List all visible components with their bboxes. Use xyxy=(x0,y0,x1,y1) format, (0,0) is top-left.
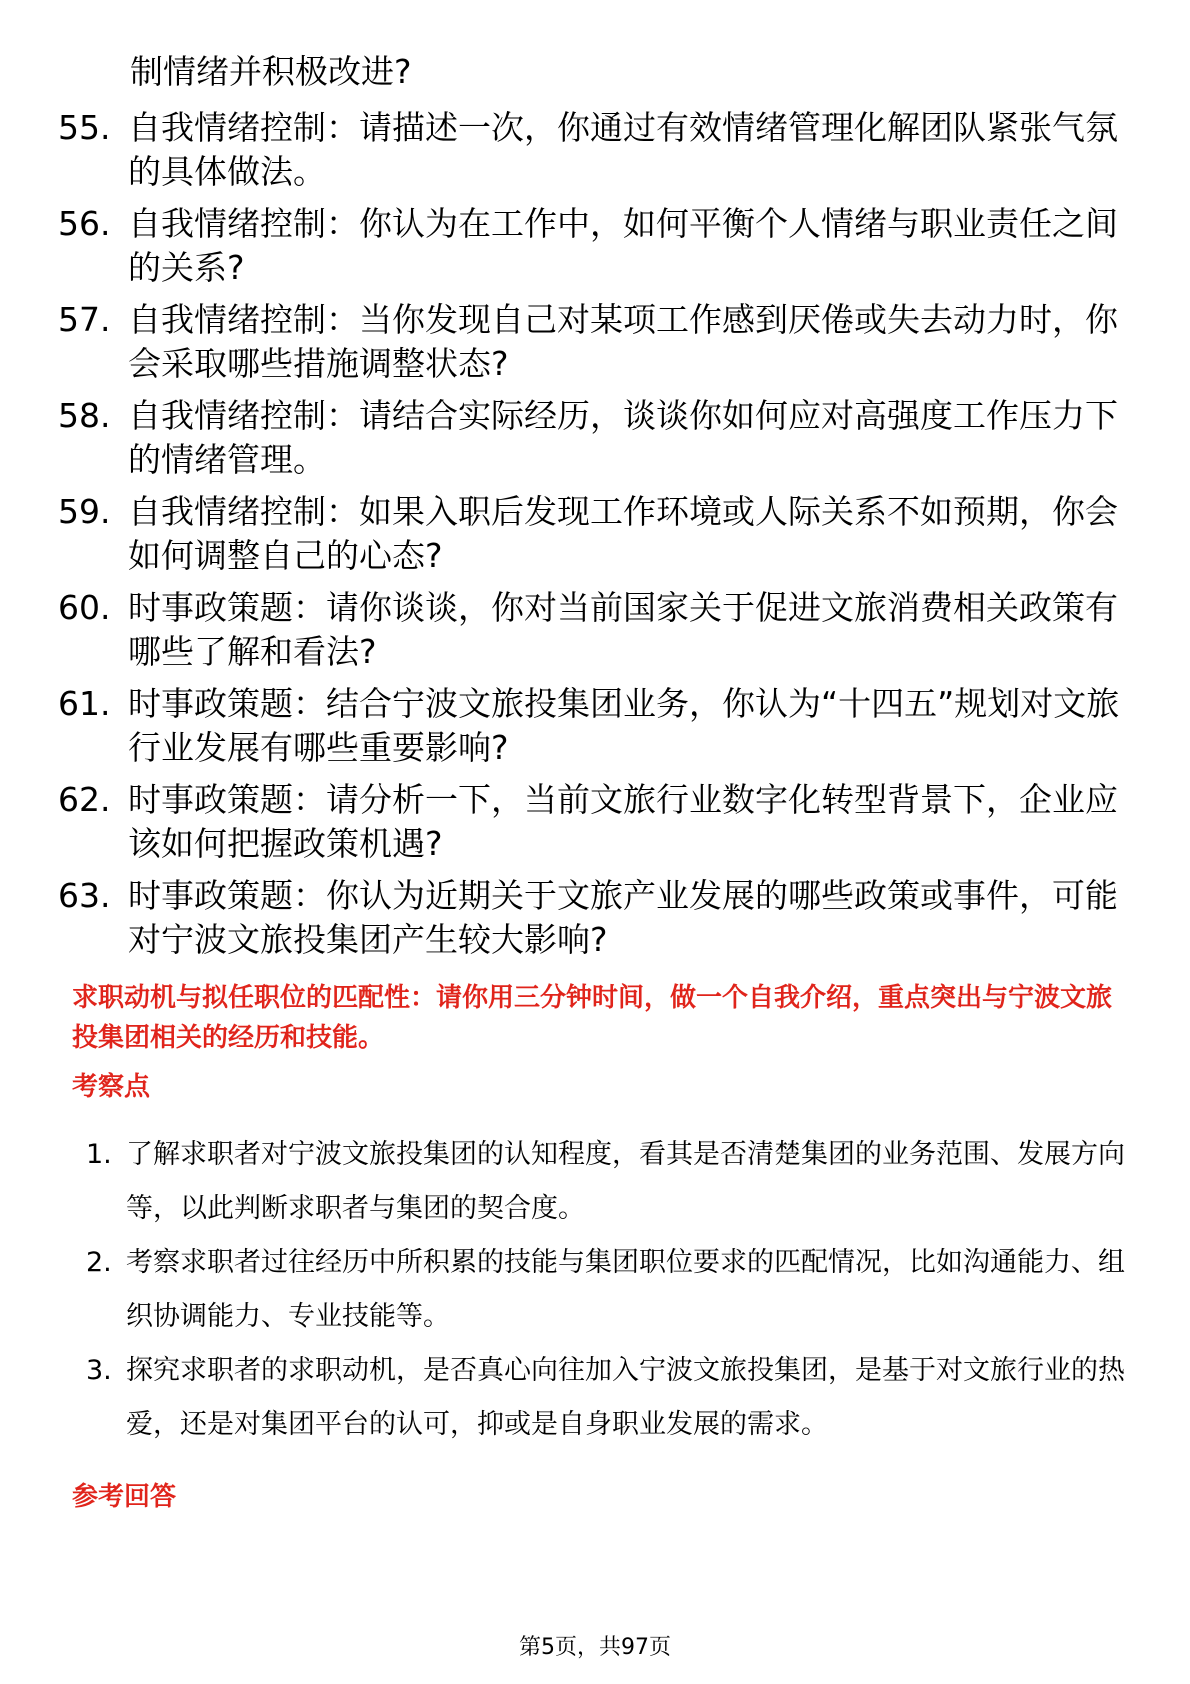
question-number: 62. xyxy=(58,780,111,819)
question-number: 61. xyxy=(58,684,111,723)
exam-point-text: 了解求职者对宁波文旅投集团的认知程度，看其是否清楚集团的业务范围、发展方向等，以此判断求职者与集团的契合度。 xyxy=(126,1139,1125,1224)
question-text: 时事政策题：请分析一下，当前文旅行业数字化转型背景下，企业应该如何把握政策机遇? xyxy=(128,780,1118,863)
question-text: 自我情绪控制：请结合实际经历，谈谈你如何应对高强度工作压力下的情绪管理。 xyxy=(128,396,1118,479)
question-number: 60. xyxy=(58,588,111,627)
question-text: 时事政策题：请你谈谈，你对当前国家关于促进文旅消费相关政策有哪些了解和看法? xyxy=(128,588,1118,671)
question-number: 55. xyxy=(58,108,111,147)
exam-point-number: 2. xyxy=(86,1247,112,1278)
question-text: 时事政策题：你认为近期关于文旅产业发展的哪些政策或事件，可能对宁波文旅投集团产生较大影响? xyxy=(128,876,1118,959)
question-number: 58. xyxy=(58,396,111,435)
highlight-question: 求职动机与拟任职位的匹配性：请你用三分钟时间，做一个自我介绍，重点突出与宁波文旅投集团相关的经历和技能。 xyxy=(72,983,1113,1053)
page-number-footer: 第5页，共97页 xyxy=(519,1635,671,1660)
exam-point-text: 考察求职者过往经历中所积累的技能与集团职位要求的匹配情况，比如沟通能力、组织协调能力、专业技能等。 xyxy=(126,1247,1125,1332)
question-text: 自我情绪控制：请描述一次，你通过有效情绪管理化解团队紧张气氛的具体做法。 xyxy=(128,108,1118,191)
question-text: 自我情绪控制：当你发现自己对某项工作感到厌倦或失去动力时，你会采取哪些措施调整状态? xyxy=(128,300,1118,383)
question-number: 56. xyxy=(58,204,111,243)
question-text: 时事政策题：结合宁波文旅投集团业务，你认为“十四五”规划对文旅行业发展有哪些重要影响? xyxy=(128,684,1120,767)
question-text: 自我情绪控制：如果入职后发现工作环境或人际关系不如预期，你会如何调整自己的心态? xyxy=(128,492,1118,575)
exam-point-number: 3. xyxy=(86,1355,112,1386)
exam-points-heading: 考察点 xyxy=(72,1072,151,1102)
exam-point-number: 1. xyxy=(86,1139,112,1170)
question-number: 59. xyxy=(58,492,111,531)
reference-answer-heading: 参考回答 xyxy=(72,1482,177,1512)
question-continuation: 制情绪并积极改进? xyxy=(130,52,412,91)
question-number: 57. xyxy=(58,300,111,339)
exam-point-text: 探究求职者的求职动机，是否真心向往加入宁波文旅投集团，是基于对文旅行业的热爱，还是对集团平台的认可，抑或是自身职业发展的需求。 xyxy=(126,1355,1125,1440)
question-text: 自我情绪控制：你认为在工作中，如何平衡个人情绪与职业责任之间的关系? xyxy=(128,204,1118,287)
question-number: 63. xyxy=(58,876,111,915)
